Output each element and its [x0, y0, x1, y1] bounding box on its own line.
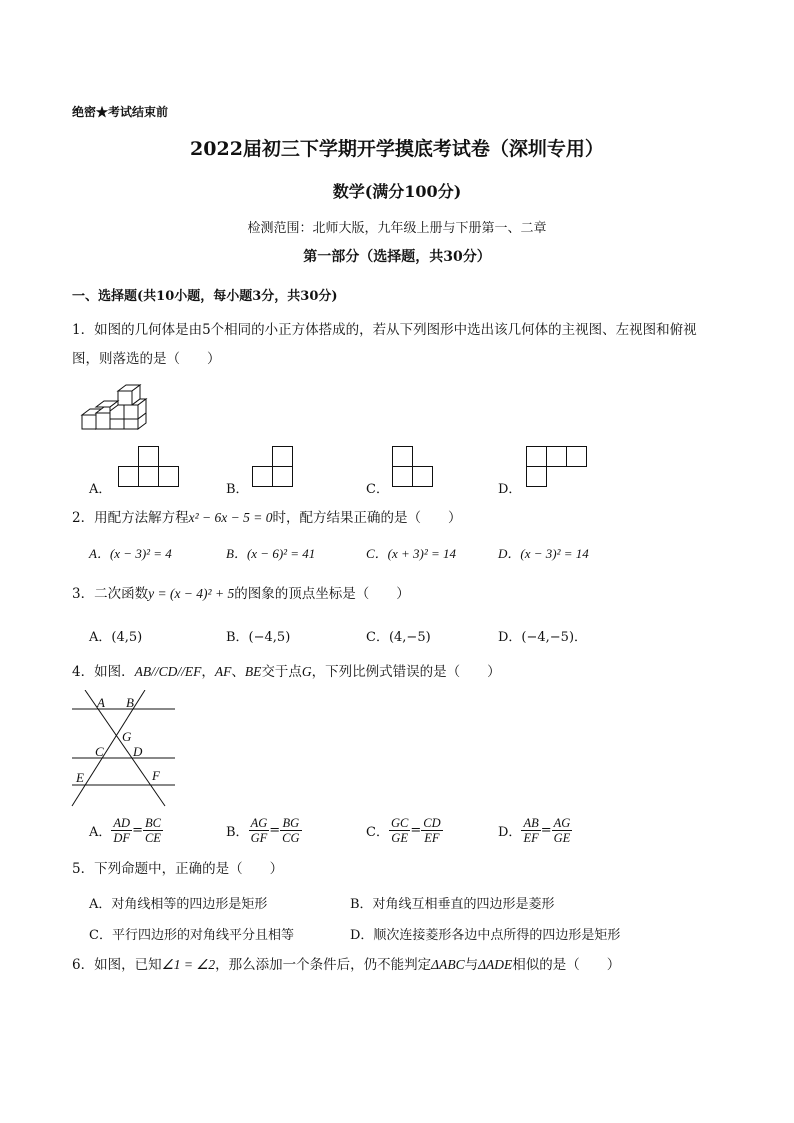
q3-stem-pre: 3．二次函数 — [72, 586, 149, 602]
q6-stem-mid1: ，那么添加一个条件后，仍不能判定 — [215, 957, 432, 973]
q4-label-d: D — [133, 744, 143, 759]
q3-equation: y = (x − 4)² + 5 — [148, 586, 235, 601]
q3-stem-post: 的图象的顶点坐标是（ ） — [234, 586, 410, 602]
q4-option-a-frac2 — [143, 816, 163, 845]
q5-option-b[interactable]: B．对角线互相垂直的四边形是菱形 — [350, 897, 555, 912]
q6-triangle-abc: ΔABC — [431, 957, 465, 972]
q4-a-n2: BC — [144, 816, 161, 830]
q4-option-d[interactable]: D． $\frac{AB}{EF}$ = $\frac{AG}{GE}$ — [498, 816, 571, 845]
q3-option-a[interactable]: A．(4,5) — [89, 630, 143, 645]
q5-option-d[interactable]: D．顺次连接菱形各边中点所得的四边形是矩形 — [350, 928, 621, 943]
q4-line-af: AF — [214, 664, 232, 679]
q4-a-n1: AD — [113, 816, 131, 830]
part-heading: 第一部分（选择题，共30分） — [303, 249, 491, 265]
q4-option-a-frac1 — [111, 816, 132, 845]
q2-option-b[interactable]: B．(x − 6)² = 41 — [226, 546, 316, 561]
q1-option-c[interactable]: C． — [366, 482, 389, 497]
q4-label-e: E — [76, 770, 84, 785]
q1-stem-line1: 1．如图的几何体是由5个相同的小正方体搭成的，若从下列图形中选出该几何体的主视图、左视图和俯视 — [72, 322, 697, 338]
q4-d-n2: AG — [553, 816, 571, 830]
confidential-label: 绝密★考试结束前 — [72, 105, 169, 119]
q6-stem-post: 相似的是（ ） — [512, 957, 621, 973]
q4-label-f: F — [152, 768, 160, 783]
q4-d-d1: EF — [523, 831, 539, 845]
q4-option-c[interactable]: C． $\frac{GC}{GE}$ = $\frac{CD}{EF}$ — [366, 816, 441, 845]
q1-option-b-figure — [252, 446, 294, 488]
q4-option-c-frac1 — [389, 816, 410, 845]
q4-c-d2: EF — [424, 831, 440, 845]
q2-stem-post: 时，配方结果正确的是（ ） — [272, 510, 462, 526]
q1-solid-figure — [74, 383, 152, 433]
q4-parallel-lines: AB//CD//EF — [134, 664, 202, 679]
q4-option-d-frac2 — [552, 816, 573, 845]
q1-option-a[interactable]: A． — [89, 482, 112, 497]
q4-a-d2: CE — [144, 831, 161, 845]
q4-option-c-label: C． — [366, 825, 389, 840]
q4-b-n2: BG — [280, 816, 301, 831]
exam-subtitle: 数学(满分100分) — [332, 182, 462, 201]
q6-triangle-ade: ΔADE — [478, 957, 513, 972]
exam-scope: 检测范围：北师大版，九年级上册与下册第一、二章 — [247, 221, 547, 236]
q4-option-b-frac1 — [249, 816, 270, 845]
q5-option-a[interactable]: A．对角线相等的四边形是矩形 — [89, 897, 268, 912]
q4-c-n2: CD — [423, 816, 441, 830]
q4-line-be: BE — [244, 664, 262, 679]
q4-c-n1: GC — [390, 816, 409, 830]
q1-stem-line2: 图，则落选的是（ ） — [72, 351, 221, 367]
q1-option-d-figure — [526, 446, 588, 488]
q4-stem-mid: 交于点 — [261, 664, 302, 680]
q4-option-a-label: A． — [89, 825, 112, 840]
q1-option-d[interactable]: D． — [498, 482, 522, 497]
q6-stem-mid2: 与 — [464, 957, 479, 973]
q5-option-c[interactable]: C．平行四边形的对角线平分且相等 — [89, 928, 294, 943]
q6-stem-pre: 6．如图，已知 — [72, 957, 162, 973]
section-heading: 一、选择题(共10小题，每小题3分，共30分) — [72, 289, 338, 304]
q3-option-c[interactable]: C．(4,−5) — [366, 630, 431, 645]
q4-label-a: A — [97, 695, 105, 710]
q3-stem — [72, 580, 410, 608]
q4-option-d-frac1 — [521, 816, 540, 845]
q6-stem — [72, 951, 620, 979]
q4-b-d1: GF — [250, 831, 268, 845]
q1-option-a-figure — [118, 446, 180, 488]
q4-b-d2: CG — [282, 831, 300, 845]
q4-option-c-frac2 — [421, 816, 442, 845]
q3-option-b[interactable]: B．(−4,5) — [226, 630, 291, 645]
q4-parallel-lines-figure — [70, 690, 180, 808]
q2-option-d[interactable]: D．(x − 3)² = 14 — [498, 546, 589, 561]
q4-label-c: C — [95, 744, 104, 759]
q4-d-d2: GE — [553, 831, 571, 845]
q4-label-g: G — [122, 729, 132, 744]
q4-option-d-label: D． — [498, 825, 522, 840]
q5-stem: 5．下列命题中，正确的是（ ） — [72, 861, 284, 877]
q4-option-b-label: B． — [226, 825, 249, 840]
q2-stem — [72, 504, 461, 532]
q4-c-d1: GE — [391, 831, 408, 845]
q4-sep2: 、 — [231, 664, 245, 680]
q1-option-b[interactable]: B． — [226, 482, 249, 497]
q4-option-b[interactable]: B． $\frac{AG}{GF}$ = $\frac{BG}{CG}$ — [226, 816, 300, 845]
q4-point-g: G — [301, 664, 312, 679]
q4-stem — [72, 658, 501, 686]
q4-option-a[interactable]: A． $\frac{AD}{DF}$ = $\frac{BC}{CE}$ — [89, 816, 161, 845]
q2-option-a[interactable]: A．(x − 3)² = 4 — [89, 546, 172, 561]
q3-option-d[interactable]: D．(−4,−5)． — [498, 630, 588, 645]
q4-b-n1: AG — [250, 816, 268, 830]
exam-title: 2022届初三下学期开学摸底考试卷（深圳专用） — [190, 138, 604, 160]
q4-sep1: ， — [201, 664, 215, 680]
q4-stem-post: ，下列比例式错误的是（ ） — [311, 664, 501, 680]
q4-label-b: B — [126, 695, 134, 710]
q2-equation: x² − 6x − 5 = 0 — [188, 510, 273, 525]
q2-stem-pre: 2．用配方法解方程 — [72, 510, 189, 526]
q4-option-b-frac2 — [280, 816, 301, 845]
q4-a-d1: DF — [113, 831, 131, 845]
q4-d-n1: AB — [523, 816, 539, 830]
q4-stem-pre: 4．如图． — [72, 664, 135, 680]
q2-option-c[interactable]: C．(x + 3)² = 14 — [366, 546, 457, 561]
q6-angle-condition: ∠1 = ∠2 — [161, 957, 216, 972]
q1-option-c-figure — [392, 446, 434, 488]
